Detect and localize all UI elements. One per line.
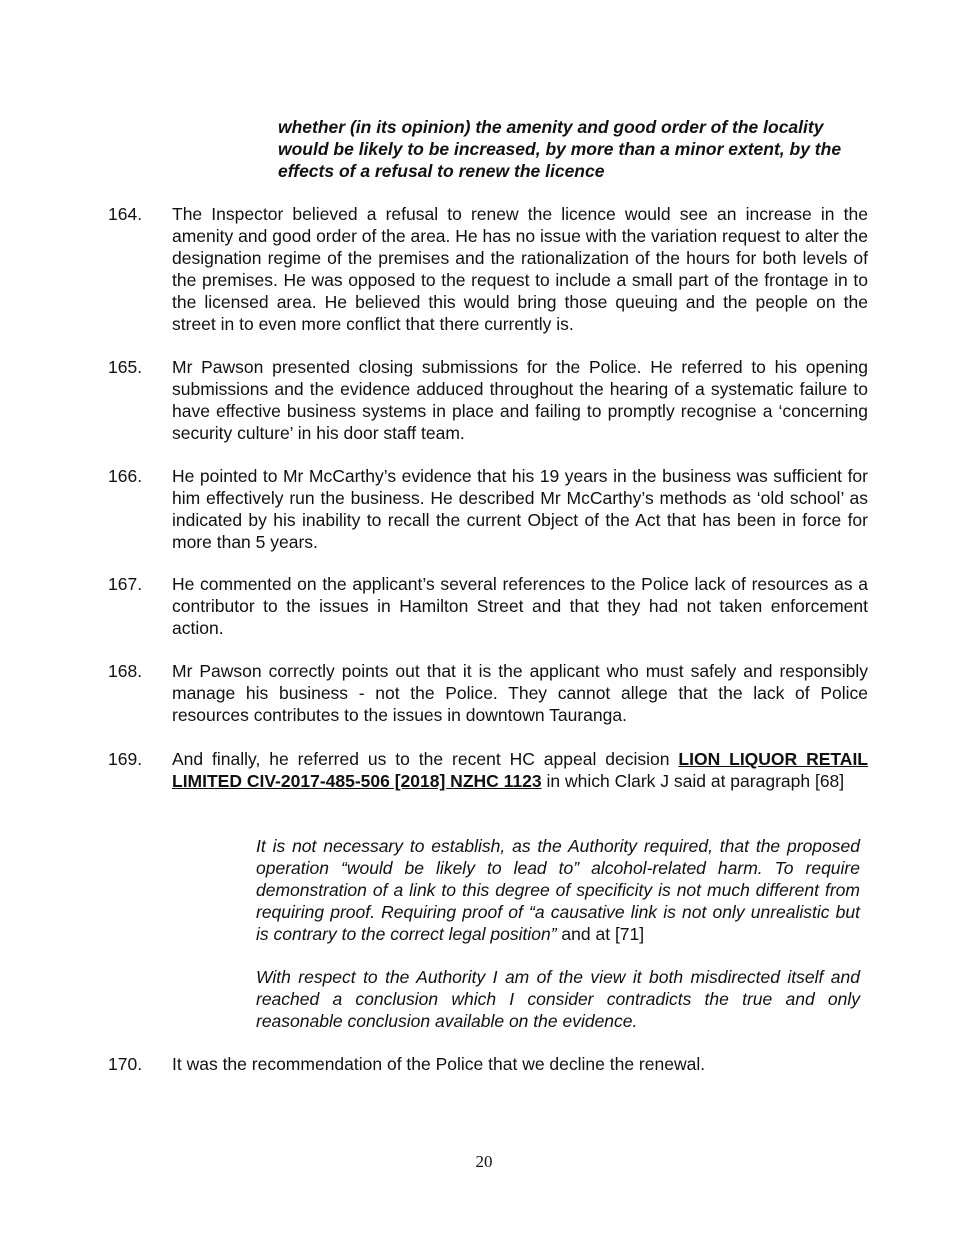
paragraph-number: 164. [108, 204, 143, 224]
paragraph-164 [108, 203, 868, 335]
paragraph-number: 165. [108, 357, 143, 377]
paragraph-170 [108, 1053, 868, 1075]
paragraph-167 [108, 573, 868, 639]
block-quote-1-italic: It is not necessary to establish, as the Authority required, that the proposed operation “would be likely to lead to” alcohol-related harm. To require demonstration of a link to this degree of specificity is not much different from requiring proof. Requiring proof of “a causative link is not only unrealistic but is contrary to the correct legal position” [256, 836, 860, 944]
paragraph-text: He pointed to Mr McCarthy’s evidence that his 19 years in the business was sufficient for him effectively run the business. He described Mr McCarthy’s methods as ‘old school’ as indicated by his inability to recall the current Object of the Act that has been in force for more than 5 years. [172, 466, 868, 552]
paragraph-169 [108, 748, 868, 792]
statutory-quote: whether (in its opinion) the amenity and good order of the locality would be likely to be increased, by more than a minor extent, by the effects of a refusal to renew the licence [278, 117, 842, 181]
paragraph-text [172, 748, 868, 792]
paragraph-text: The Inspector believed a refusal to renew the licence would see an increase in the amenity and good order of the area. He has no issue with the variation request to alter the designation regime of the premises and the rationalization of the hours for both levels of the premises. He was opposed to the request to include a small part of the frontage in to the licensed area. He believed this would bring those queuing and the people on the street in to even more conflict that there currently is. [172, 204, 868, 334]
case-citation: LION LIQUOR RETAIL LIMITED CIV-2017-485-506 [2018] NZHC 1123 [172, 749, 868, 791]
block-quote-1 [256, 835, 860, 945]
paragraph-166 [108, 465, 868, 553]
paragraph-number: 166. [108, 466, 143, 486]
page-number: 20 [475, 1152, 493, 1171]
paragraph-number: 167. [108, 574, 143, 594]
paragraph-text: It was the recommendation of the Police that we decline the renewal. [172, 1054, 706, 1074]
paragraph-165 [108, 356, 868, 444]
paragraph-text: He commented on the applicant’s several references to the Police lack of resources as a contributor to the issues in Hamilton Street and that they had not taken enforcement action. [172, 574, 868, 638]
paragraph-text: Mr Pawson presented closing submissions for the Police. He referred to his opening submissions and the evidence adduced throughout the hearing of a systematic failure to have effective business systems in place and failing to promptly recognise a ‘concerning security culture’ in his door staff team. [172, 357, 868, 443]
paragraph-text-before: And finally, he referred us to the recent HC appeal decision [172, 749, 679, 769]
paragraph-text: Mr Pawson correctly points out that it is the applicant who must safely and responsibly manage his business - not the Police. They cannot allege that the lack of Police resources contributes to the issues in downtown Tauranga. [172, 661, 868, 725]
paragraph-number: 168. [108, 661, 143, 681]
paragraph-number: 169. [108, 749, 143, 769]
paragraph-168 [108, 660, 868, 726]
block-quote-2: With respect to the Authority I am of the view it both misdirected itself and reached a conclusion which I consider contradicts the true and only reasonable conclusion available on the evidence. [256, 967, 860, 1031]
block-quote-1-plain: and at [71] [556, 924, 645, 944]
paragraph-text-after: in which Clark J said at paragraph [68] [541, 771, 845, 791]
paragraph-number: 170. [108, 1054, 143, 1074]
